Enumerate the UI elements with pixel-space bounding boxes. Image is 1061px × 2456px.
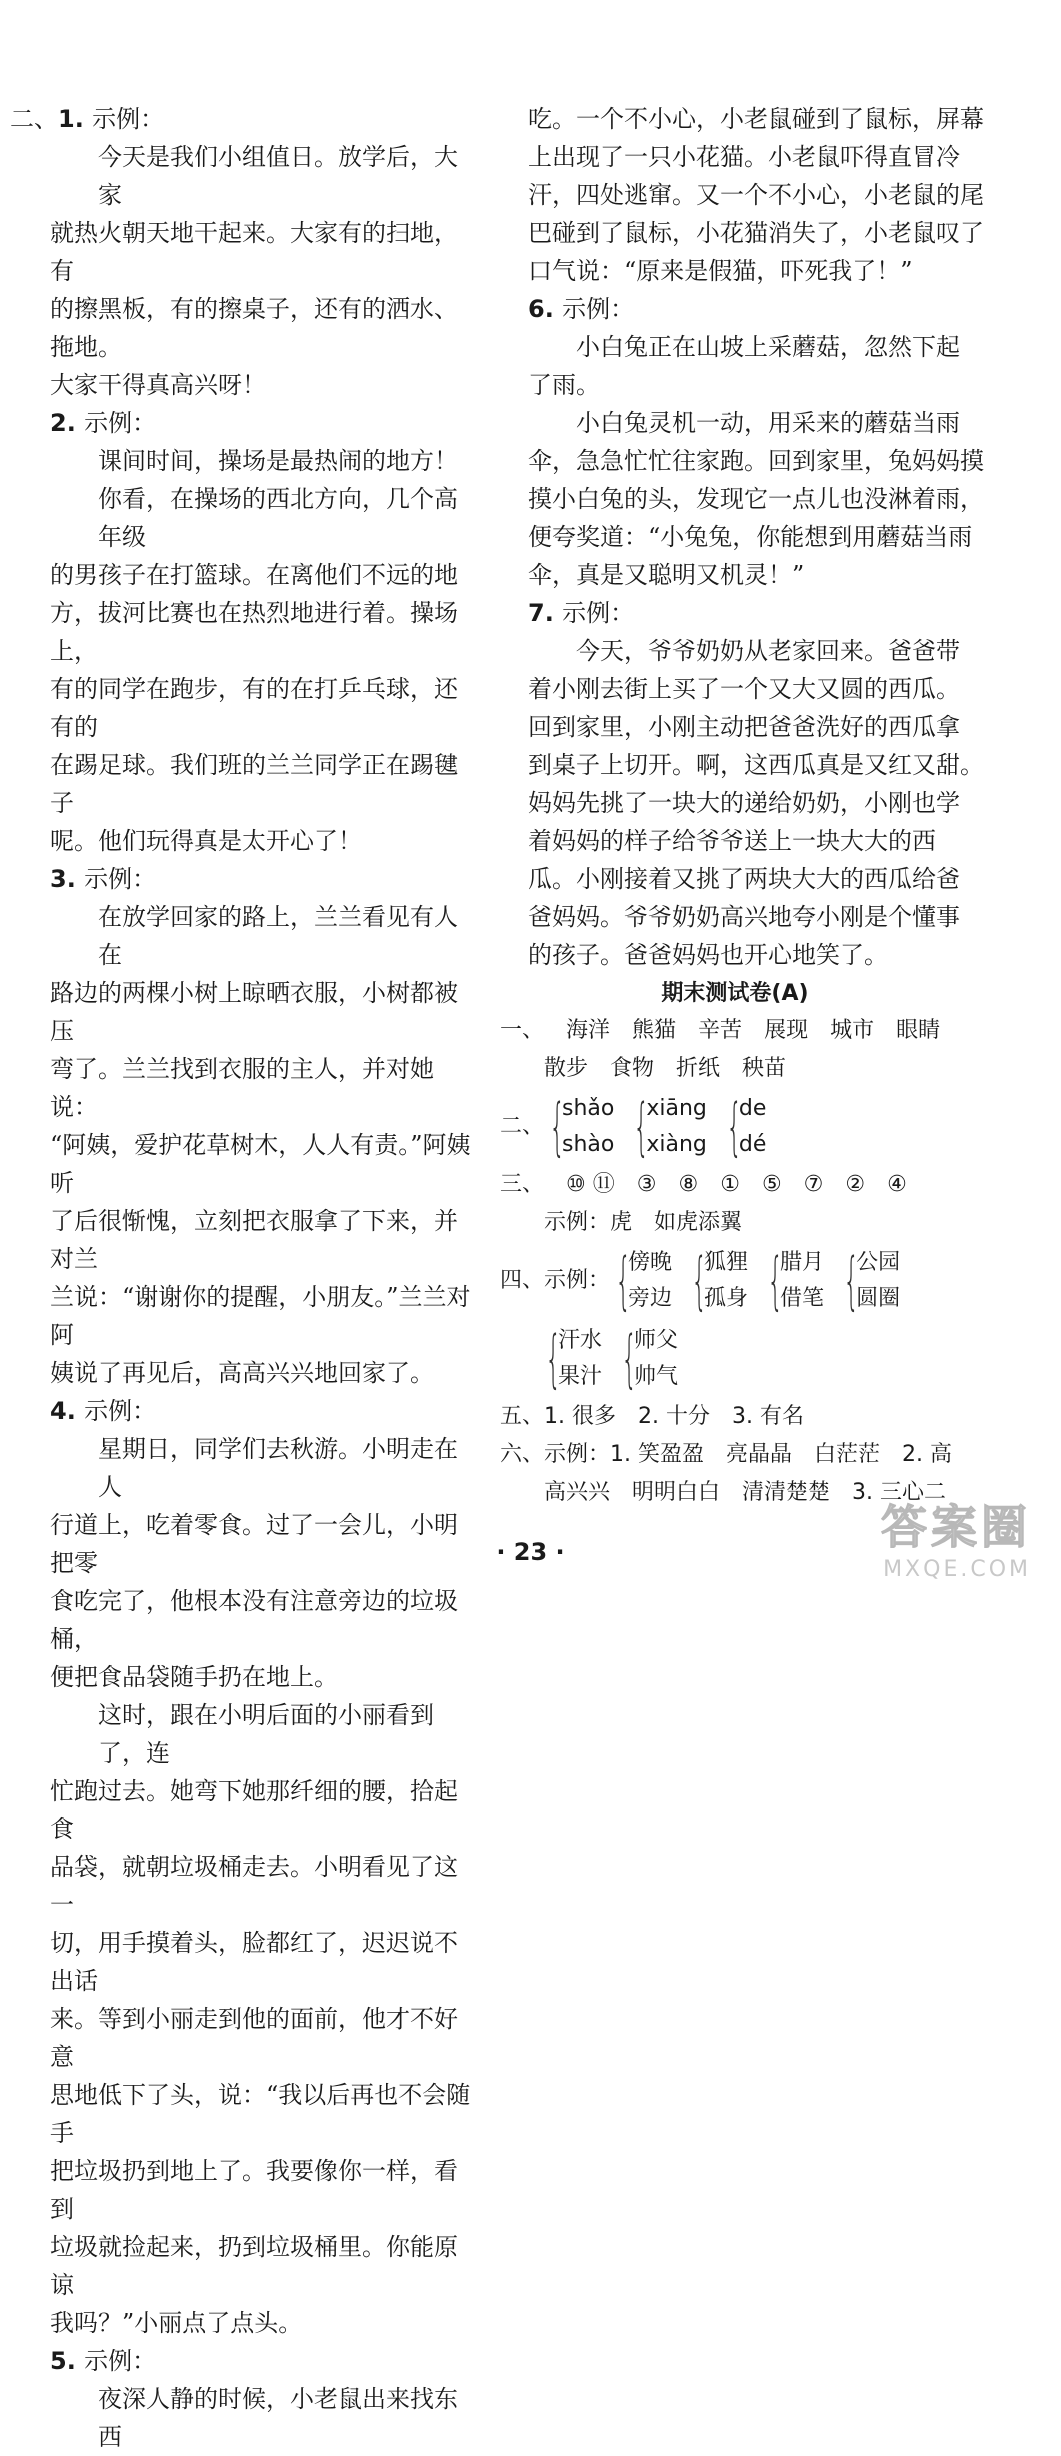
answer-text-line: 着小刚去街上买了一个又大又圆的西瓜。 bbox=[528, 675, 960, 703]
q3-answer: ⑩ ⑪ bbox=[566, 1172, 615, 1197]
q1-word: 秧苗 bbox=[742, 1056, 787, 1081]
q3-answer: ① bbox=[720, 1172, 740, 1197]
answer-text-line: 就热火朝天地干起来。大家有的扫地，有 bbox=[50, 219, 458, 285]
answer-text-line: 的孩子。爸爸妈妈也开心地笑了。 bbox=[528, 941, 888, 969]
answer-text-line: 小白兔灵机一动，用采来的蘑菇当雨 bbox=[576, 409, 960, 437]
answer-label: 示例： bbox=[92, 105, 165, 133]
answer-text-line: 课间时间，操场是最热闹的地方！ bbox=[98, 447, 458, 475]
brace-item: xiāng bbox=[646, 1096, 707, 1121]
q3-answers bbox=[500, 1166, 1000, 1204]
q6-answers bbox=[500, 1436, 1000, 1474]
q3-answer: ⑦ bbox=[803, 1172, 824, 1197]
answer-text-line: 食吃完了，他根本没有注意旁边的垃圾桶， bbox=[50, 1587, 458, 1653]
answer-label: 示例： bbox=[84, 1397, 157, 1425]
brace-group bbox=[540, 1323, 602, 1395]
brace-item: xiàng bbox=[646, 1132, 707, 1157]
watermark-url: MXQE.COM bbox=[883, 1557, 1031, 1582]
answer-text-line: 回到家里，小刚主动把爸爸洗好的西瓜拿 bbox=[528, 713, 960, 741]
answer-text-line: 伞，急急忙忙往家跑。回到家里，兔妈妈摸 bbox=[528, 447, 984, 475]
answer-text-line: 了后很惭愧，立刻把衣服拿了下来，并对兰 bbox=[50, 1207, 458, 1273]
brace-icon: { bbox=[767, 1244, 784, 1317]
answer-text-line: 垃圾就捡起来，扔到垃圾桶里。你能原谅 bbox=[50, 2233, 458, 2299]
answer-item-heading bbox=[10, 404, 480, 442]
brace-icon: { bbox=[843, 1244, 860, 1317]
answer-text-line: 这时，跟在小明后面的小丽看到了，连 bbox=[98, 1701, 434, 1767]
q1-word: 展现 bbox=[764, 1018, 809, 1043]
brace-item: 圆圈 bbox=[856, 1286, 901, 1311]
answer-text-line: 行道上，吃着零食。过了一会儿，小明把零 bbox=[50, 1511, 458, 1577]
brace-group bbox=[544, 1091, 614, 1163]
answer-number: 7. bbox=[528, 599, 563, 627]
brace-stack bbox=[739, 1091, 767, 1163]
answer-text-line: 品袋，就朝垃圾桶走去。小明看见了这一 bbox=[50, 1853, 458, 1919]
answer-text-line: 着妈妈的样子给爷爷送上一块大大的西 bbox=[528, 827, 936, 855]
answer-text-line: 便夸奖道：“小兔兔，你能想到用蘑菇当雨 bbox=[528, 523, 973, 551]
brace-stack bbox=[646, 1091, 707, 1163]
answer-text-line: 口气说：“原来是假猫，吓死我了！” bbox=[528, 257, 913, 285]
brace-item: shǎo bbox=[562, 1096, 615, 1121]
brace-item: 汗水 bbox=[558, 1328, 603, 1353]
answer-text-line: 方，拔河比赛也在热烈地进行着。操场上， bbox=[50, 599, 458, 665]
answer-text-line: 你看，在操场的西北方向，几个高年级 bbox=[98, 485, 458, 551]
answer-text-line: 吃。一个不小心，小老鼠碰到了鼠标，屏幕 bbox=[528, 105, 984, 133]
q1-answers-row2 bbox=[510, 1050, 1000, 1088]
q1-word: 食物 bbox=[610, 1056, 655, 1081]
brace-icon: { bbox=[726, 1090, 743, 1163]
answer-text-line: 伞，真是又聪明又机灵！” bbox=[528, 561, 805, 589]
brace-item: de bbox=[738, 1096, 767, 1121]
brace-icon: { bbox=[621, 1322, 638, 1395]
brace-item: 腊月 bbox=[780, 1250, 825, 1275]
answer-text-line: 上出现了一只小花猫。小老鼠吓得直冒冷 bbox=[528, 143, 960, 171]
section-label: 二、 bbox=[10, 105, 58, 133]
answer-text-line: 小白兔正在山坡上采蘑菇，忽然下起 bbox=[576, 333, 960, 361]
answer-text-line: 便把食品袋随手扔在地上。 bbox=[50, 1663, 338, 1691]
answer-item-heading bbox=[10, 2342, 480, 2380]
brace-item: 借笔 bbox=[780, 1286, 825, 1311]
brace-item: 狐狸 bbox=[704, 1250, 749, 1275]
exam-title: 期末测试卷(A) bbox=[661, 981, 809, 1006]
brace-item: shào bbox=[562, 1132, 615, 1157]
answer-item-heading bbox=[10, 100, 480, 138]
q6-line2: 高兴兴 明明白白 清清楚楚 3. 三心二 bbox=[544, 1480, 946, 1505]
answer-text-line: 的男孩子在打篮球。在离他们不远的地 bbox=[50, 561, 458, 589]
brace-item: 帅气 bbox=[634, 1364, 679, 1389]
q1-answers bbox=[500, 1012, 1000, 1050]
answer-text-line: 汗，四处逃窜。又一个不小心，小老鼠的尾 bbox=[528, 181, 984, 209]
answer-text-line: 摸小白兔的头，发现它一点儿也没淋着雨， bbox=[528, 485, 984, 513]
q2-answers-label: 二、 bbox=[500, 1114, 545, 1139]
answer-text-line: 姨说了再见后，高高兴兴地回家了。 bbox=[50, 1359, 434, 1387]
brace-icon: { bbox=[691, 1244, 708, 1317]
answer-item-heading bbox=[510, 594, 1000, 632]
answer-text-line: 呢。他们玩得真是太开心了！ bbox=[50, 827, 362, 855]
answer-text-line: 了雨。 bbox=[528, 371, 600, 399]
answer-number: 4. bbox=[50, 1397, 85, 1425]
brace-item: 旁边 bbox=[628, 1286, 673, 1311]
answer-text-line: 弯了。兰兰找到衣服的主人，并对她说： bbox=[50, 1055, 434, 1121]
q1-word: 城市 bbox=[830, 1018, 875, 1043]
answer-item-heading bbox=[510, 290, 1000, 328]
brace-group bbox=[686, 1245, 748, 1317]
brace-group bbox=[628, 1091, 707, 1163]
q4-answers bbox=[500, 1242, 1000, 1320]
brace-item: 孤身 bbox=[704, 1286, 749, 1311]
answer-text-line: 到桌子上切开。啊，这西瓜真是又红又甜。 bbox=[528, 751, 984, 779]
q5-answers bbox=[500, 1398, 1000, 1436]
q5-text: 1. 很多 2. 十分 3. 有名 bbox=[544, 1404, 804, 1429]
brace-stack bbox=[558, 1323, 602, 1395]
answer-text-line: 爸妈妈。爷爷奶奶高兴地夸小刚是个懂事 bbox=[528, 903, 960, 931]
q3-example: 示例：虎 如虎添翼 bbox=[544, 1210, 743, 1235]
brace-icon: { bbox=[633, 1090, 650, 1163]
answer-label: 示例： bbox=[84, 865, 157, 893]
answer-label: 示例： bbox=[84, 409, 157, 437]
q3-answer: ⑧ bbox=[678, 1172, 699, 1197]
q4-answers-label: 四、示例： bbox=[500, 1268, 611, 1293]
brace-group bbox=[721, 1091, 767, 1163]
answer-text-line: 巴碰到了鼠标，小花猫消失了，小老鼠叹了 bbox=[528, 219, 984, 247]
brace-item: 果汁 bbox=[558, 1364, 603, 1389]
brace-stack bbox=[780, 1245, 824, 1317]
brace-stack bbox=[856, 1245, 900, 1317]
q1-word: 海洋 bbox=[566, 1018, 611, 1043]
answer-label: 示例： bbox=[562, 599, 635, 627]
q4-answers-row2 bbox=[510, 1320, 1000, 1398]
brace-item: 公园 bbox=[856, 1250, 901, 1275]
answer-number: 5. bbox=[50, 2347, 85, 2375]
q1-word: 散步 bbox=[544, 1056, 589, 1081]
right-column bbox=[500, 100, 1000, 1512]
answer-text-line: 今天是我们小组值日。放学后，大家 bbox=[98, 143, 458, 209]
brace-item: 傍晚 bbox=[628, 1250, 673, 1275]
brace-icon: { bbox=[545, 1322, 562, 1395]
brace-stack bbox=[704, 1245, 748, 1317]
answer-text-line: “阿姨，爱护花草树木，人人有责。”阿姨听 bbox=[50, 1131, 471, 1197]
brace-item: dé bbox=[738, 1132, 767, 1157]
brace-group bbox=[762, 1245, 824, 1317]
page-number: · 23 · bbox=[496, 1538, 565, 1566]
watermark bbox=[881, 1491, 1031, 1582]
q2-answers bbox=[500, 1088, 1000, 1166]
q3-answer: ③ bbox=[636, 1172, 657, 1197]
answer-text-line: 把垃圾扔到地上了。我要像你一样，看到 bbox=[50, 2157, 458, 2223]
answer-number: 1. bbox=[58, 105, 93, 133]
q3-answer: ② bbox=[845, 1172, 866, 1197]
answer-text-line: 我吗？”小丽点了点头。 bbox=[50, 2309, 303, 2337]
answer-number: 6. bbox=[528, 295, 563, 323]
brace-icon: { bbox=[549, 1090, 566, 1163]
answer-label: 示例： bbox=[562, 295, 635, 323]
answer-text-line: 路边的两棵小树上晾晒衣服，小树都被压 bbox=[50, 979, 458, 1045]
brace-stack bbox=[628, 1245, 672, 1317]
answer-text-line: 妈妈先挑了一块大的递给奶奶，小刚也学 bbox=[528, 789, 960, 817]
watermark-logo: 答案圈 bbox=[881, 1500, 1031, 1554]
q5-label: 五、 bbox=[500, 1404, 545, 1429]
q6-line1: 示例：1. 笑盈盈 亮晶晶 白茫茫 2. 高 bbox=[544, 1442, 952, 1467]
answer-text-line: 夜深人静的时候，小老鼠出来找东西 bbox=[98, 2385, 458, 2451]
q1-word: 辛苦 bbox=[698, 1018, 743, 1043]
answer-number: 2. bbox=[50, 409, 85, 437]
answer-text-line: 瓜。小刚接着又挑了两块大大的西瓜给爸 bbox=[528, 865, 960, 893]
q3-answer: ④ bbox=[887, 1172, 907, 1197]
brace-group bbox=[616, 1323, 678, 1395]
brace-group bbox=[610, 1245, 672, 1317]
q3-label: 三、 bbox=[500, 1172, 545, 1197]
answer-text-line: 忙跑过去。她弯下她那纤细的腰，拾起食 bbox=[50, 1777, 458, 1843]
answer-label: 示例： bbox=[84, 2347, 157, 2375]
brace-stack bbox=[634, 1323, 678, 1395]
answer-text-line: 在踢足球。我们班的兰兰同学正在踢毽子 bbox=[50, 751, 458, 817]
answer-text-line: 在放学回家的路上，兰兰看见有人在 bbox=[98, 903, 458, 969]
answer-text-line: 星期日，同学们去秋游。小明走在人 bbox=[98, 1435, 458, 1501]
answer-item-heading bbox=[10, 1392, 480, 1430]
brace-stack bbox=[562, 1091, 614, 1163]
q1-word: 熊猫 bbox=[632, 1018, 677, 1043]
answer-text-line: 来。等到小丽走到他的面前，他才不好意 bbox=[50, 2005, 458, 2071]
answer-text-line: 切，用手摸着头，脸都红了，迟迟说不出话 bbox=[50, 1929, 458, 1995]
answer-text-line: 思地低下了头，说：“我以后再也不会随手 bbox=[50, 2081, 471, 2147]
answer-text-line: 今天，爷爷奶奶从老家回来。爸爸带 bbox=[576, 637, 960, 665]
brace-item: 师父 bbox=[634, 1328, 679, 1353]
answer-item-heading bbox=[10, 860, 480, 898]
left-column bbox=[10, 100, 480, 2456]
answer-text-line: 大家干得真高兴呀！ bbox=[50, 371, 266, 399]
brace-icon: { bbox=[615, 1244, 632, 1317]
q3-answer: ⑤ bbox=[761, 1172, 782, 1197]
answer-number: 3. bbox=[50, 865, 85, 893]
q1-label: 一、 bbox=[500, 1018, 545, 1043]
q1-word: 眼睛 bbox=[896, 1018, 941, 1043]
answer-text-line: 有的同学在跑步，有的在打乒乓球，还有的 bbox=[50, 675, 458, 741]
answer-text-line: 兰说：“谢谢你的提醒，小朋友。”兰兰对阿 bbox=[50, 1283, 471, 1349]
brace-group bbox=[838, 1245, 900, 1317]
q1-word: 折纸 bbox=[676, 1056, 721, 1081]
answer-text-line: 的擦黑板，有的擦桌子，还有的洒水、拖地。 bbox=[50, 295, 458, 361]
q6-label: 六、 bbox=[500, 1442, 545, 1467]
